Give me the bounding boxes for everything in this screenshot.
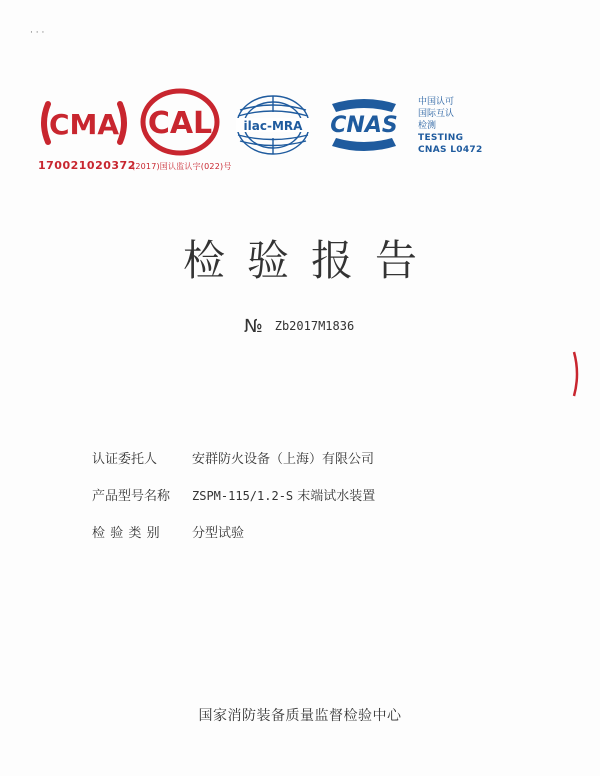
cal-number: (2017)国认监认字(022)号: [132, 162, 232, 171]
cma-letters: CMA: [48, 108, 120, 141]
report-number-value: Zb2017M1836: [274, 319, 355, 333]
numero-sign: №: [244, 316, 263, 337]
field-label: 检验类别: [92, 526, 165, 541]
ilac-mra-logo-icon: [232, 92, 314, 158]
field-product-model: [92, 485, 375, 522]
cnas-accreditation-text: [418, 96, 483, 156]
cnas-logo-icon: [322, 96, 406, 152]
issuing-organization: 国家消防装备质量监督检验中心: [198, 708, 402, 724]
report-number: [244, 316, 354, 337]
cnas-en-line1: TESTING: [418, 133, 464, 143]
cnas-en-line2: CNAS L0472: [418, 145, 483, 155]
cma-logo-icon: [38, 94, 130, 152]
cnas-cn-line2: 国际互认: [418, 109, 455, 119]
field-value-name: 末端试水装置: [297, 489, 376, 504]
field-label: 认证委托人: [92, 452, 158, 467]
cnas-logo-text: CNAS: [330, 113, 398, 138]
edge-stamp-mark: [572, 350, 580, 398]
cal-logo-icon: [138, 86, 222, 158]
scan-mark: · · ·: [30, 28, 45, 38]
ilac-text: ilac-MRA: [243, 119, 303, 133]
field-label: 产品型号名称: [92, 489, 171, 504]
field-value: 安群防火设备（上海）有限公司: [192, 452, 375, 467]
cnas-cn-line3: 检测: [418, 121, 437, 131]
field-client: [92, 448, 375, 485]
report-fields: [92, 448, 375, 559]
cnas-cn-line1: 中国认可: [418, 97, 455, 107]
field-value: 分型试验: [192, 526, 245, 541]
certification-logos: [38, 86, 568, 176]
cal-letters: CAL: [147, 106, 213, 141]
cma-number: 170021020372: [38, 159, 136, 172]
field-value-model: ZSPM-115/1.2-S: [192, 489, 294, 503]
report-title: 检验报告: [182, 236, 439, 285]
field-inspection-type: [92, 522, 375, 559]
